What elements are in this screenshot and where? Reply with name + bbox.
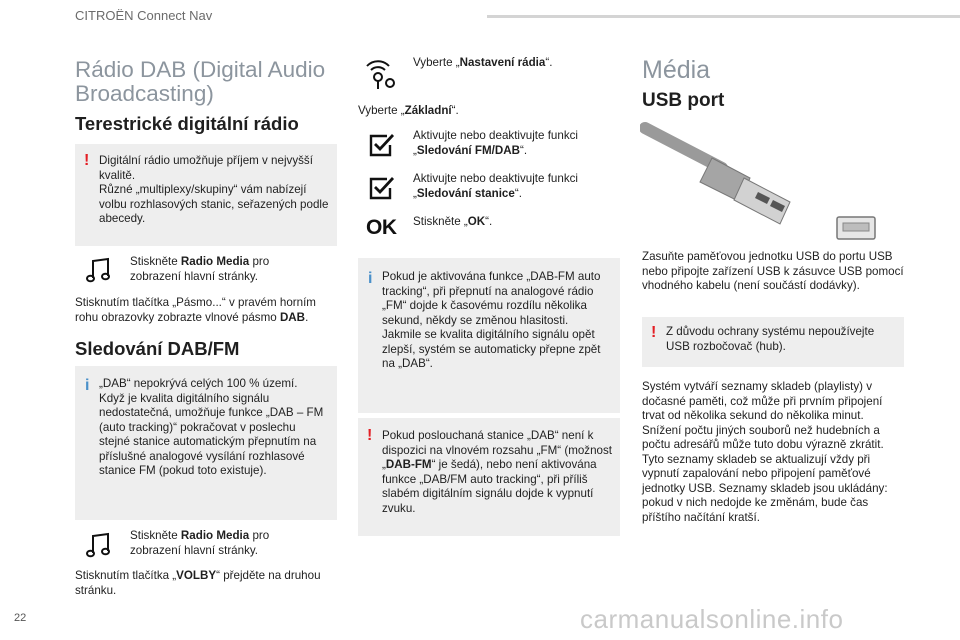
checkbox-icon bbox=[369, 133, 395, 162]
basic-label: Základní bbox=[404, 104, 452, 117]
info-text: „DAB“ nepokrývá celých 100 % území. Když je kvalita digitálního signálu nedostatečná, umožňuje funkce „DAB – FM (auto tracking)“ pokračovat v poslechu stejné stanice automatickým přepnutím na příslušné analogové vysílání rozhlasové stanice FM (pokud toto existuje). bbox=[99, 377, 324, 477]
radio-media-label: Radio Media bbox=[180, 255, 250, 268]
section-title-dab-fm: Sledování DAB/FM bbox=[75, 338, 240, 359]
warning-text-part: Pokud poslouchaná stanice „DAB“ není k dispozici na vlnovém rozsahu „FM“ (možnost „ bbox=[382, 429, 613, 471]
step-text: pro zobrazení hlavní stránky. bbox=[130, 529, 270, 557]
step-text: Vyberte „ bbox=[413, 56, 460, 69]
paragraph-text: Stisknutím tlačítka „Pásmo...“ v pravém horním rohu obrazovky zobrazte vlnové pásmo bbox=[75, 296, 316, 324]
warning-text-part: “ je šedá), nebo není aktivována funkce „DAB/FM auto tracking“, při příliš slabém digitálním signálu dojde k vypnutí zvuku. bbox=[382, 458, 597, 515]
step-text: Stiskněte „ bbox=[413, 215, 468, 228]
page-number: 22 bbox=[14, 612, 27, 624]
step-text: Vyberte „ bbox=[358, 104, 405, 117]
step-text: “. bbox=[514, 186, 522, 200]
usb-cable-illustration bbox=[640, 120, 900, 250]
music-note-icon bbox=[86, 531, 112, 564]
step-radio-settings bbox=[413, 56, 603, 71]
paragraph-options bbox=[75, 569, 340, 598]
warning-icon: ! bbox=[651, 324, 657, 341]
radio-settings-label: Nastavení rádia bbox=[459, 56, 546, 69]
step-tracking-fm-dab bbox=[413, 129, 603, 158]
step-text: Stiskněte bbox=[130, 255, 181, 268]
step-text: pro zobrazení hlavní stránky. bbox=[130, 255, 270, 283]
ok-label: OK bbox=[467, 215, 486, 228]
warning-text: Digitální rádio umožňuje příjem v nejvyšší kvalitě. Různé „multiplexy/skupiny“ vám nabízejí volbu rozhlasových stanic, seřazených podle abecedy. bbox=[99, 154, 329, 225]
document-header: CITROËN Connect Nav bbox=[75, 8, 213, 23]
step-text: Stiskněte bbox=[130, 529, 181, 542]
paragraph-text: Stisknutím tlačítka „ bbox=[75, 569, 177, 582]
section-title-media: Média bbox=[642, 56, 711, 84]
warning-text bbox=[382, 429, 614, 516]
warning-box-digital-radio bbox=[75, 144, 337, 246]
step-text: Aktivujte nebo deaktivujte funkci „ bbox=[413, 172, 578, 200]
paragraph-playlists: Systém vytváří seznamy skladeb (playlisty) v dočasné paměti, což může při prvním připojení trvat od několika sekund do několika minut. Snížení počtu jiných souborů než hudebních a počtu adresářů může tuto dobu výrazně zkrátit. Tyto seznamy skladeb se aktualizují vždy při vypnutí zapalování nebo připojení paměťové jednotky USB. Seznamy skladeb jsou ukládány: pokud v nich nedojde ke změnám, bude čas příštího načítání kratší. bbox=[642, 380, 888, 524]
tracking-fm-dab-label: Sledování FM/DAB bbox=[416, 143, 520, 157]
dab-fm-label: DAB-FM bbox=[385, 458, 432, 471]
warning-icon: ! bbox=[367, 427, 373, 444]
warning-icon: ! bbox=[84, 152, 90, 169]
radio-media-label: Radio Media bbox=[180, 529, 250, 542]
ok-icon: OK bbox=[366, 216, 397, 239]
page-title: Rádio DAB (Digital Audio Broadcasting) bbox=[75, 57, 326, 106]
volby-label: VOLBY bbox=[176, 569, 217, 582]
step-tracking-station bbox=[413, 172, 603, 201]
checkbox-icon bbox=[369, 176, 395, 205]
tracking-station-label: Sledování stanice bbox=[416, 186, 515, 200]
step-text: “. bbox=[485, 215, 493, 228]
step-text: “. bbox=[451, 104, 459, 117]
warning-box-station-unavailable bbox=[358, 418, 620, 536]
paragraph-insert-usb: Zasuňte paměťovou jednotku USB do portu USB nebo připojte zařízení USB k zásuvce USB pomocí vhodného kabelu (není součástí dodávky). bbox=[642, 250, 904, 292]
dab-label: DAB bbox=[279, 310, 306, 324]
step-text: “. bbox=[545, 56, 553, 69]
paragraph-band bbox=[75, 296, 340, 325]
watermark: carmanualsonline.info bbox=[580, 604, 844, 634]
section-title-terrestrial: Terestrické digitální rádio bbox=[75, 113, 299, 134]
info-box-auto-tracking bbox=[358, 258, 620, 413]
paragraph-text: “ přejděte na druhou stránku. bbox=[75, 569, 321, 597]
warning-box-usb-hub bbox=[642, 317, 904, 367]
step-select-basic bbox=[358, 104, 459, 119]
paragraph-text: . bbox=[305, 310, 309, 324]
section-title-usb-port: USB port bbox=[642, 90, 725, 111]
info-text: Pokud je aktivována funkce „DAB-FM auto tracking“, při přepnutí na analogové rádio „FM“ dojde k časovému rozdílu několika sekund, někdy se změnou hlasitosti. Jakmile se kvalita digitálního signálu opět zlepší, systém se automaticky přepne zpět na „DAB“. bbox=[382, 270, 601, 370]
info-icon: i bbox=[85, 377, 90, 394]
step-radio-media-1 bbox=[130, 255, 310, 284]
step-text: “. bbox=[519, 143, 528, 157]
music-note-icon bbox=[86, 256, 112, 289]
info-icon: i bbox=[368, 270, 373, 287]
warning-text: Z důvodu ochrany systému nepoužívejte USB rozbočovač (hub). bbox=[666, 325, 875, 353]
header-divider bbox=[487, 15, 960, 18]
radio-settings-icon bbox=[364, 57, 398, 96]
step-press-ok bbox=[413, 215, 492, 230]
info-box-dab-coverage bbox=[75, 366, 337, 520]
step-text: Aktivujte nebo deaktivujte funkci „ bbox=[413, 129, 578, 157]
step-radio-media-2 bbox=[130, 529, 310, 558]
